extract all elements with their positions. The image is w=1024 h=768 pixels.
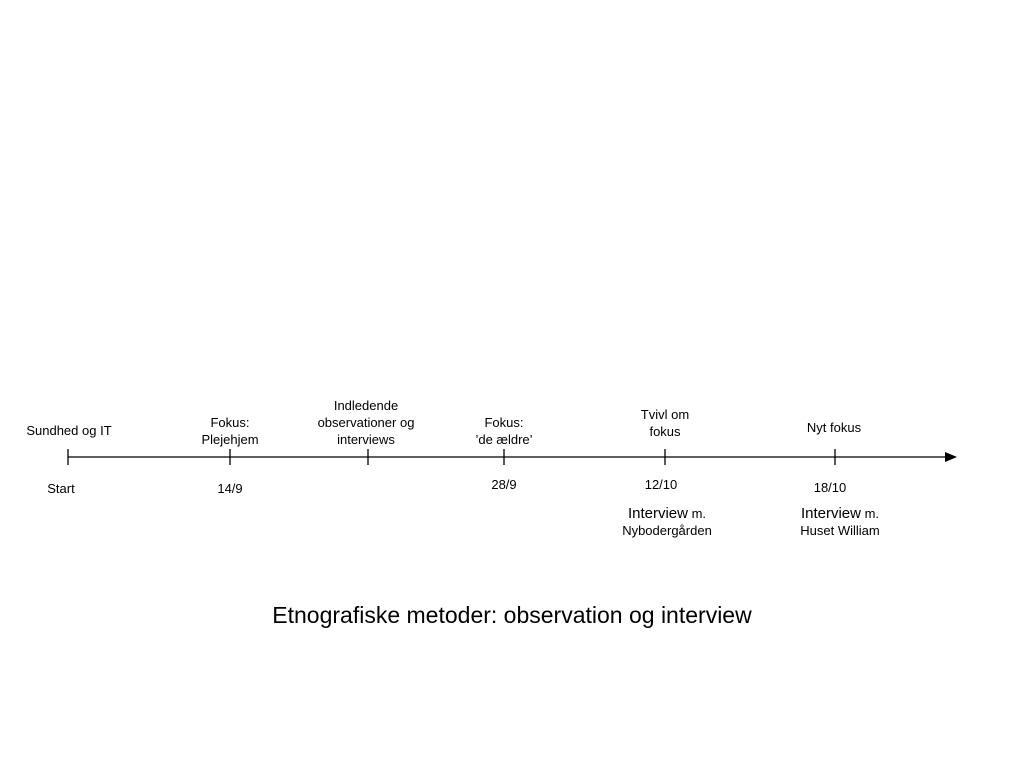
event-label-de-aeldre: Fokus: ’de ældre’ [475, 415, 533, 447]
timeline-arrowhead [945, 452, 957, 462]
interview-note-nybodergaarden: Interview m. Nybodergården [622, 505, 712, 538]
event-label-tvivl-om-fokus: Tvivl om fokus [640, 407, 690, 439]
event-date-5: 18/10 [813, 480, 847, 495]
event-date-1: 14/9 [217, 481, 243, 496]
event-label-plejehjem: Fokus: Plejehjem [201, 415, 259, 447]
event-label-indledende: Indledende observationer og interviews [317, 398, 415, 447]
start-event-label: Sundhed og IT [26, 423, 112, 438]
slide-title: Etnografiske metoder: observation og interview [272, 602, 752, 628]
event-label-nyt-fokus: Nyt fokus [806, 420, 862, 435]
event-date-3: 28/9 [491, 477, 517, 492]
interview-note-huset-william: Interview m. Huset William [800, 505, 880, 538]
start-date-label: Start [47, 481, 75, 496]
event-date-4: 12/10 [644, 477, 678, 492]
